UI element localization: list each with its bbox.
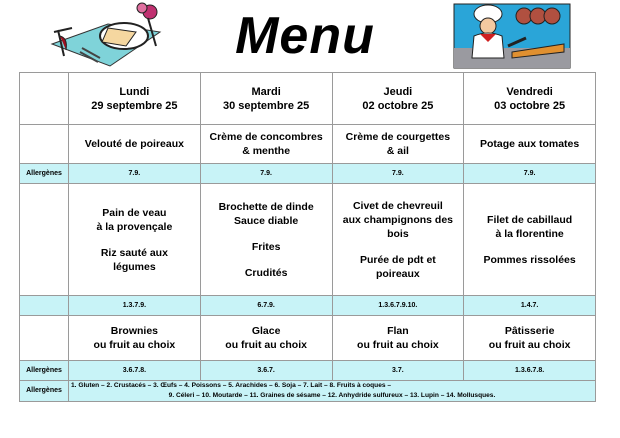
main-line: Filet de cabillaud xyxy=(487,213,573,226)
side-line: Pommes rissolées xyxy=(483,253,576,266)
dessert-line: ou fruit au choix xyxy=(357,339,439,351)
dessert-line: Flan xyxy=(387,325,409,337)
dessert-cell xyxy=(200,316,332,361)
dessert-line: Brownies xyxy=(110,325,158,337)
allergen-codes: 7.9. xyxy=(200,164,332,184)
day-header xyxy=(200,73,332,125)
side-line: Frites xyxy=(251,240,281,253)
day-date: 30 septembre 25 xyxy=(223,99,310,112)
page-title: Menu xyxy=(235,7,375,65)
dessert-line: Glace xyxy=(251,325,281,337)
main-cell xyxy=(200,184,332,296)
corner-cell xyxy=(20,73,69,125)
allergens-label: Allergènes xyxy=(20,164,69,184)
side-line: Purée de pdt et xyxy=(359,253,436,266)
allergen-codes: 1.3.6.7.8. xyxy=(464,361,596,381)
soup-cell xyxy=(200,125,332,164)
allergen-codes: 3.7. xyxy=(332,361,464,381)
soup-cell xyxy=(69,125,201,164)
dessert-row xyxy=(20,316,596,361)
main-allergens-row xyxy=(20,296,596,316)
dessert-allergens-row xyxy=(20,361,596,381)
main-line: aux champignons des xyxy=(342,213,454,226)
dessert-line: ou fruit au choix xyxy=(488,339,571,351)
main-line: Civet de chevreuil xyxy=(352,199,443,212)
main-line: Brochette de dinde xyxy=(218,200,314,213)
soup-allergens-row xyxy=(20,164,596,184)
day-name: Lundi xyxy=(119,85,150,98)
allergens-label: Allergènes xyxy=(20,361,69,381)
dessert-cell xyxy=(69,316,201,361)
allergen-codes: 1.3.7.9. xyxy=(69,296,201,316)
main-line: Pain de veau xyxy=(102,206,167,219)
soup-line: Velouté de poireaux xyxy=(84,138,184,150)
main-line: à la florentine xyxy=(495,227,564,240)
soup-line: Crème de concombres xyxy=(209,131,323,143)
allergen-codes: 3.6.7.8. xyxy=(69,361,201,381)
allergen-codes: 7.9. xyxy=(332,164,464,184)
dessert-cell xyxy=(332,316,464,361)
allergen-codes: 1.3.6.7.9.10. xyxy=(332,296,464,316)
day-date: 03 octobre 25 xyxy=(494,99,566,112)
main-line: à la provençale xyxy=(96,220,173,233)
main-cell xyxy=(69,184,201,296)
table-setting-clipart xyxy=(50,2,162,68)
allergens-label: Allergènes xyxy=(20,381,69,402)
side-line: légumes xyxy=(113,260,156,273)
row-label-empty xyxy=(20,184,69,296)
row-label-empty xyxy=(20,125,69,164)
main-cell xyxy=(332,184,464,296)
dessert-line: ou fruit au choix xyxy=(93,339,176,351)
legend-line: 9. Céleri – 10. Moutarde – 11. Graines de sésame – 12. Anhydride sulfureux – 13. Lupin – 14. Mollusques. xyxy=(168,392,496,399)
soup-cell xyxy=(464,125,596,164)
day-name: Mardi xyxy=(251,85,281,98)
day-header xyxy=(69,73,201,125)
soup-row xyxy=(20,125,596,164)
dessert-line: Pâtisserie xyxy=(504,325,555,337)
allergen-codes: 6.7.9. xyxy=(200,296,332,316)
soup-line: Crème de courgettes xyxy=(345,131,451,143)
allergen-legend-row xyxy=(20,381,596,402)
dessert-line: ou fruit au choix xyxy=(225,339,307,351)
side-line: Crudités xyxy=(244,266,288,279)
legend-line: 1. Gluten – 2. Crustacés – 3. Œufs – 4. Poissons – 5. Arachides – 6. Soja – 7. Lait – 8. Fruits à coques – xyxy=(71,382,392,389)
allergen-codes: 1.4.7. xyxy=(464,296,596,316)
soup-line: & ail xyxy=(386,145,409,157)
soup-line: Potage aux tomates xyxy=(480,138,580,150)
menu-table xyxy=(19,72,596,402)
chef-cooking-clipart xyxy=(452,2,572,70)
row-label-empty xyxy=(20,316,69,361)
main-cell xyxy=(464,184,596,296)
main-line: Sauce diable xyxy=(234,214,299,227)
days-header-row xyxy=(20,73,596,125)
side-line: poireaux xyxy=(375,267,420,280)
day-date: 02 octobre 25 xyxy=(362,99,434,112)
day-name: Jeudi xyxy=(383,85,413,98)
allergen-codes: 7.9. xyxy=(69,164,201,184)
soup-cell xyxy=(332,125,464,164)
day-header xyxy=(464,73,596,125)
dessert-cell xyxy=(464,316,596,361)
soup-line: & menthe xyxy=(242,145,291,157)
side-line: Riz sauté aux xyxy=(100,246,168,259)
main-line: bois xyxy=(387,227,409,240)
allergens-label-empty xyxy=(20,296,69,316)
allergen-codes: 7.9. xyxy=(464,164,596,184)
day-name: Vendredi xyxy=(506,85,553,98)
day-header xyxy=(332,73,464,125)
allergen-legend xyxy=(69,381,596,402)
day-date: 29 septembre 25 xyxy=(91,99,178,112)
main-course-row xyxy=(20,184,596,296)
allergen-codes: 3.6.7. xyxy=(200,361,332,381)
